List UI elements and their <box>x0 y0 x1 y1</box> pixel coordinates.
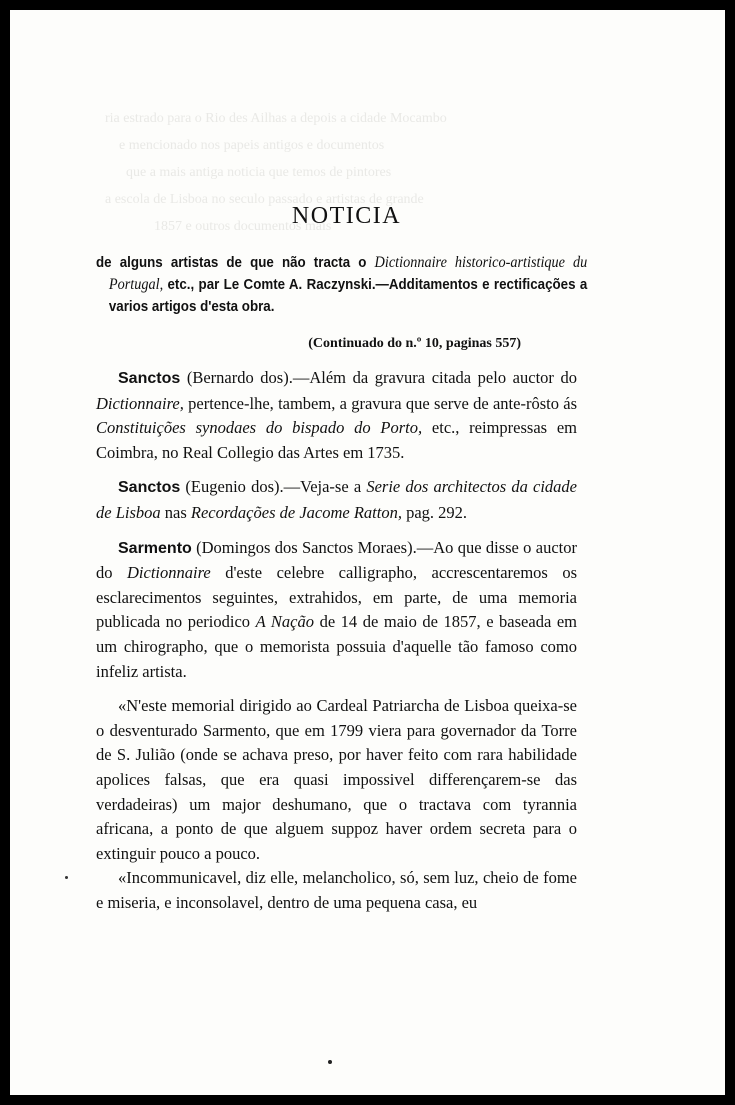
quote-paragraph: «Incommunicavel, diz elle, melancholico, só, sem luz, cheio de fome e miseria, e inconsolavel, dentro de uma pequena casa, eu <box>96 868 577 912</box>
entry-sanctos-bernardo <box>96 366 577 465</box>
bleed-through-texture: ria estrado para o Rio des Ailhas a depois a cidade Mocambo e mencionado nos papeis antigos e documentos que a mais antiga noticia que temos de pintores a escola de Lisboa no seculo passado e artistas de grande 1857 e outros documentos mais <box>105 111 447 234</box>
entry-italic: Dictionnaire <box>127 563 211 583</box>
document-page <box>10 10 725 1095</box>
entry-sanctos-eugenio <box>96 475 577 525</box>
entry-text: (Eugenio dos).—Veja-se a <box>180 477 367 497</box>
intro-rest: etc., par Le Comte A. Raczynski.—Additamentos e rectificações a varios artigos d'esta obra. <box>108 277 588 315</box>
intro-lead: de alguns artistas de que não tracta o <box>96 255 375 271</box>
entry-text: (Bernardo dos).—Além da gravura citada pelo auctor do <box>180 368 577 387</box>
memorial-paragraph: «N'este memorial dirigido ao Cardeal Patriarcha de Lisboa queixa-se o desventurado Sarmento, que em 1799 viera para governador da Torre de S. Julião (onde se achava preso, por haver feito com rara habilidade apolices falsas, que era quasi impossivel differençarem-se das verdadeiras) um major deshumano, que o tractava com tyrannia africana, a ponto de que alguem suppoz haver ordem secreta para o extinguir pouco a pouco. <box>96 696 577 863</box>
continued-note: (Continuado do n.º 10, paginas 557) <box>308 336 521 351</box>
entry-text: pertence-lhe, tambem, a gravura que serve de ante-rôsto ás <box>183 393 577 413</box>
article <box>96 203 588 915</box>
entry-italic: Serie dos architectos da cidade de Lisboa <box>96 477 577 522</box>
entry-text: de 14 de maio de 1857, e baseada em um chirographo, que o memorista possuia d'aquelle tão famoso como infeliz artista. <box>96 612 577 681</box>
entry-text: etc., reimpressas em Coimbra, no Real Collegio das Artes em 1735. <box>96 418 578 462</box>
entry-italic: Constituições synodaes do bispado do Porto, <box>96 418 423 438</box>
entry-italic: Recordações de Jacome Ratton, <box>190 502 402 522</box>
entry-head: Sanctos <box>118 370 181 387</box>
entry-head: Sanctos <box>118 479 181 497</box>
intro-paragraph <box>96 252 587 318</box>
bottom-speck <box>328 1060 332 1064</box>
entry-text: nas <box>160 502 191 522</box>
entry-head: Sarmento <box>118 539 192 557</box>
entry-text: (Domingos dos Sanctos Moraes).—Ao que disse o auctor do <box>96 537 577 583</box>
margin-speck <box>65 876 68 879</box>
entry-italic: A Nação <box>255 612 315 632</box>
page-title: NOTICIA <box>291 203 402 229</box>
intro-dictionnaire-title: Dictionnaire historico-artistique du Portugal, <box>108 254 588 293</box>
entry-text: d'este celebre calligrapho, accrescentaremos os esclarecimentos seguintes, extrahidos, em parte, de uma memoria publicada no periodico <box>96 563 578 632</box>
entry-italic: Dictionnaire, <box>96 393 184 413</box>
entry-text: pag. 292. <box>401 502 468 522</box>
entry-sarmento <box>96 536 577 685</box>
